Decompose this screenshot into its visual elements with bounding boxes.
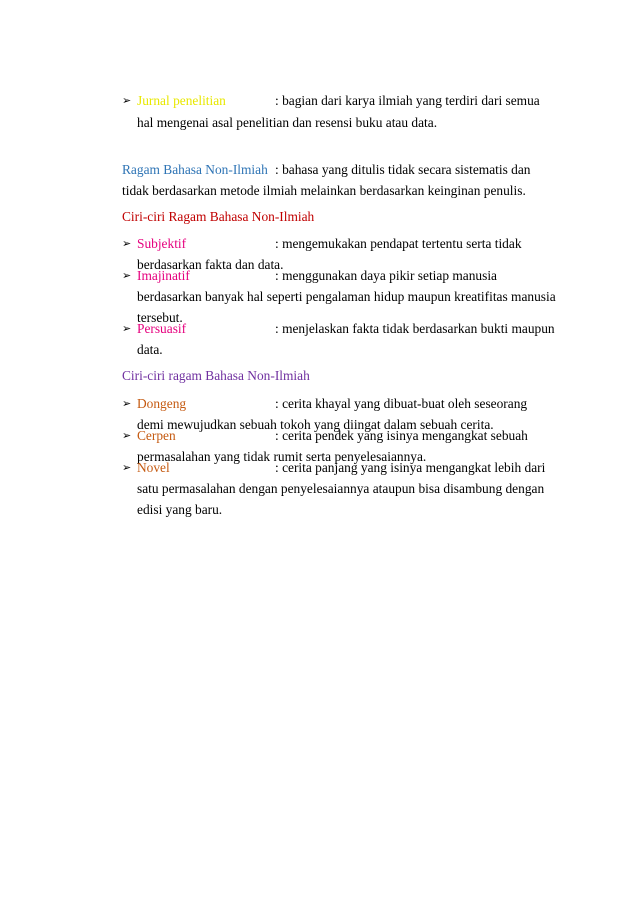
definition-continuation: demi mewujudkan sebuah tokoh yang diingat dalam sebuah cerita. — [137, 417, 494, 432]
definition-dongeng: : cerita khayal yang dibuat-buat oleh seseorang — [275, 396, 528, 411]
term-jurnal-penelitian: Jurnal penelitian — [137, 93, 226, 108]
arrow-bullet-icon: ➢ — [122, 322, 132, 335]
definition-subjektif: : mengemukakan pendapat tertentu serta tidak — [275, 236, 522, 251]
definition-continuation: tidak berdasarkan metode ilmiah melainkan berdasarkan keinginan penulis. — [122, 183, 526, 198]
definition-jurnal-penelitian: : bagian dari karya ilmiah yang terdiri dari semua — [275, 93, 540, 108]
arrow-bullet-icon: ➢ — [122, 397, 132, 410]
definition-continuation: berdasarkan fakta dan data. — [137, 257, 284, 272]
definition-ragam-bahasa-non-ilmiah: : bahasa yang ditulis tidak secara sistematis dan — [275, 162, 531, 177]
term-persuasif: Persuasif — [137, 321, 187, 336]
term-novel: Novel — [137, 460, 170, 475]
arrow-bullet-icon: ➢ — [122, 429, 132, 442]
arrow-bullet-icon: ➢ — [122, 269, 132, 282]
term-subjektif: Subjektif — [137, 236, 187, 251]
definition-cerpen: : cerita pendek yang isinya mengangkat sebuah — [275, 428, 528, 443]
term-ragam-bahasa-non-ilmiah: Ragam Bahasa Non-Ilmiah — [122, 162, 268, 177]
definition-continuation: edisi yang baru. — [137, 502, 223, 517]
section-heading-ciri-ciri: Ciri-ciri Ragam Bahasa Non-Ilmiah — [122, 209, 315, 224]
arrow-bullet-icon: ➢ — [122, 237, 132, 250]
definition-continuation: permasalahan yang tidak rumit serta penyelesaiannya. — [137, 449, 427, 464]
definition-persuasif: : menjelaskan fakta tidak berdasarkan bukti maupun — [275, 321, 555, 336]
definition-continuation: berdasarkan banyak hal seperti pengalaman hidup maupun kreatifitas manusia — [137, 289, 556, 304]
definition-imajinatif: : menggunakan daya pikir setiap manusia — [275, 268, 497, 283]
arrow-bullet-icon: ➢ — [122, 94, 132, 107]
term-cerpen: Cerpen — [137, 428, 176, 443]
arrow-bullet-icon: ➢ — [122, 461, 132, 474]
section-heading-ciri-ciri-ragam: Ciri-ciri ragam Bahasa Non-Ilmiah — [122, 368, 310, 383]
definition-continuation: tersebut. — [137, 310, 183, 325]
term-imajinatif: Imajinatif — [137, 268, 190, 283]
definition-novel: : cerita panjang yang isinya mengangkat lebih dari — [275, 460, 546, 475]
definition-continuation: hal mengenai asal penelitian dan resensi buku atau data. — [137, 115, 438, 130]
definition-continuation: data. — [137, 342, 163, 357]
definition-continuation: satu permasalahan dengan penyelesaiannya ataupun bisa disambung dengan — [137, 481, 545, 496]
term-dongeng: Dongeng — [137, 396, 187, 411]
